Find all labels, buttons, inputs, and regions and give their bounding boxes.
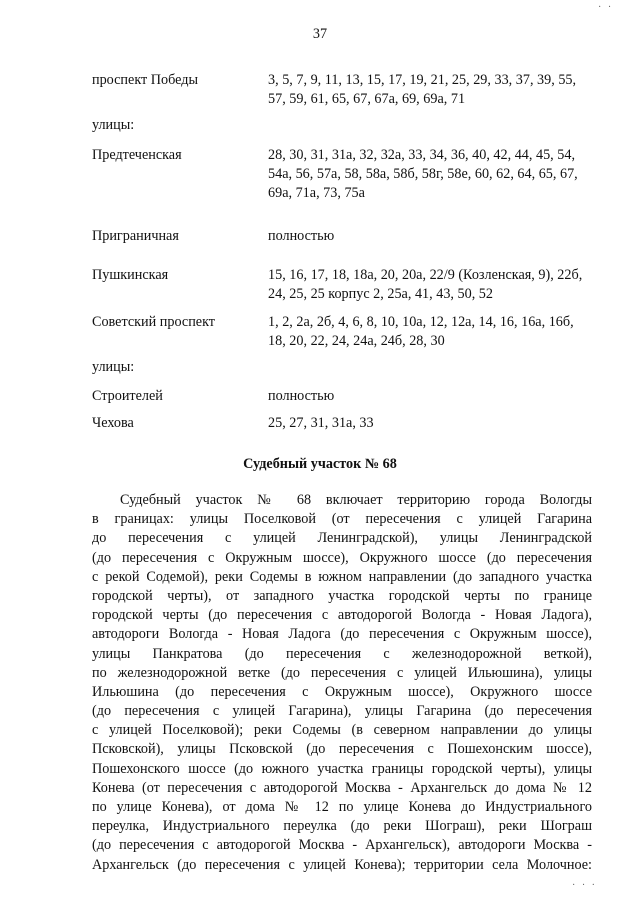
street-name: Советский проспект (92, 314, 215, 330)
paragraph-line: по улице Конева), от дома № 12 по улице Конева до Индустриального (92, 799, 592, 815)
street-name: проспект Победы (92, 72, 199, 88)
house-numbers-line: 3, 5, 7, 9, 11, 13, 15, 17, 19, 21, 25, 29, 33, 37, 39, 55, (268, 72, 577, 88)
paragraph-line: с рекой Содемой), реки Содемы в южном направлении (до западного участка (92, 568, 592, 585)
house-numbers (268, 414, 608, 433)
paragraph-line: Архангельск (до пересечения с улицей Конева); территории села Молочное: (92, 856, 592, 873)
street-name: Чехова (92, 415, 134, 431)
house-numbers-line: 18, 20, 22, 24, 24а, 24б, 28, 30 (268, 333, 445, 349)
paragraph-line: Ильюшина (до пересечения с Окружным шоссе), Окружного шоссе (92, 683, 592, 700)
house-numbers (268, 71, 608, 109)
house-numbers-line: 69а, 71а, 73, 75а (268, 185, 365, 201)
street-name: Пушкинская (92, 267, 169, 283)
paragraph-line: Судебный участок № 68 включает территорию города Вологды (120, 492, 592, 508)
house-numbers (268, 227, 608, 246)
street-group-label: улицы: (92, 117, 135, 133)
paragraph-line: до пересечения с улицей Ленинградской), улицы Ленинградской (92, 530, 592, 547)
paragraph-line: Конева (от пересечения с автодорогой Москва - Архангельск до дома № 12 (92, 779, 592, 796)
street-name: Приграничная (92, 228, 179, 244)
paragraph-line: улицы Панкратова (до пересечения с железнодорожной веткой), (92, 645, 592, 662)
house-numbers-line: 54а, 56, 57а, 58, 58а, 58б, 58г, 58е, 60, 62, 64, 65, 67, (268, 166, 578, 182)
house-numbers (268, 313, 608, 351)
house-numbers-line: 24, 25, 25 корпус 2, 25а, 41, 43, 50, 52 (268, 286, 493, 302)
scan-mark: · · · (572, 880, 597, 891)
house-numbers-line: 1, 2, 2а, 2б, 4, 6, 8, 10, 10а, 12, 12а, 14, 16, 16а, 16б, (268, 314, 574, 330)
house-numbers-line: 15, 16, 17, 18, 18а, 20, 20а, 22/9 (Козленская, 9), 22б, (268, 267, 583, 283)
paragraph-line: (до пересечения с улицей Гагарина), улицы Гагарина (до пересечения (92, 703, 592, 720)
page-number: 37 (312, 26, 328, 42)
paragraph-line: по железнодорожной ветке (до пересечения с улицей Ильюшина), улицы (92, 664, 592, 681)
house-numbers-line: 28, 30, 31, 31а, 32, 32а, 33, 34, 36, 40, 42, 44, 45, 54, (268, 147, 575, 163)
paragraph-line: (до пересечения с автодорогой Москва - Архангельск), автодороги Москва - (92, 837, 592, 854)
house-numbers-line: полностью (268, 388, 335, 404)
paragraph-line: (до пересечения с Окружным шоссе), Окружного шоссе (до пересечения (92, 549, 592, 566)
paragraph-line: в границах: улицы Поселковой (от пересечения с улицей Гагарина (92, 511, 592, 528)
paragraph-line: автодороги Вологда - Новая Ладога (до пересечения с Окружным шоссе), (92, 626, 592, 643)
district-description (92, 491, 592, 875)
paragraph-line: с улицей Поселковой); реки Содемы (в северном направлении до улицы (92, 722, 592, 739)
house-numbers-line: полностью (268, 228, 335, 244)
house-numbers-line: 25, 27, 31, 31а, 33 (268, 415, 374, 431)
house-numbers (268, 146, 608, 203)
paragraph-line: переулка, Индустриального переулка (до реки Шограш), реки Шограш (92, 818, 592, 835)
paragraph-line: городской черты (до пересечения с автодорогой Вологда - Новая Ладога), (92, 607, 592, 624)
street-group-label: улицы: (92, 359, 135, 375)
street-name: Строителей (92, 388, 163, 404)
scan-mark: · · (598, 2, 614, 13)
house-numbers (268, 387, 608, 406)
paragraph-line: городской черты), от западного участка городской черты по границе (92, 587, 592, 604)
paragraph-line: Псковской), улицы Псковской (до пересечения с Пошехонским шоссе), (92, 741, 592, 758)
house-numbers-line: 57, 59, 61, 65, 67, 67а, 69, 69а, 71 (268, 91, 466, 107)
section-heading: Судебный участок № 68 (243, 456, 397, 472)
house-numbers (268, 266, 608, 304)
paragraph-line: Пошехонского шоссе (до южного участка границы городской черты), улицы (92, 760, 592, 777)
street-name: Предтеченская (92, 147, 182, 163)
